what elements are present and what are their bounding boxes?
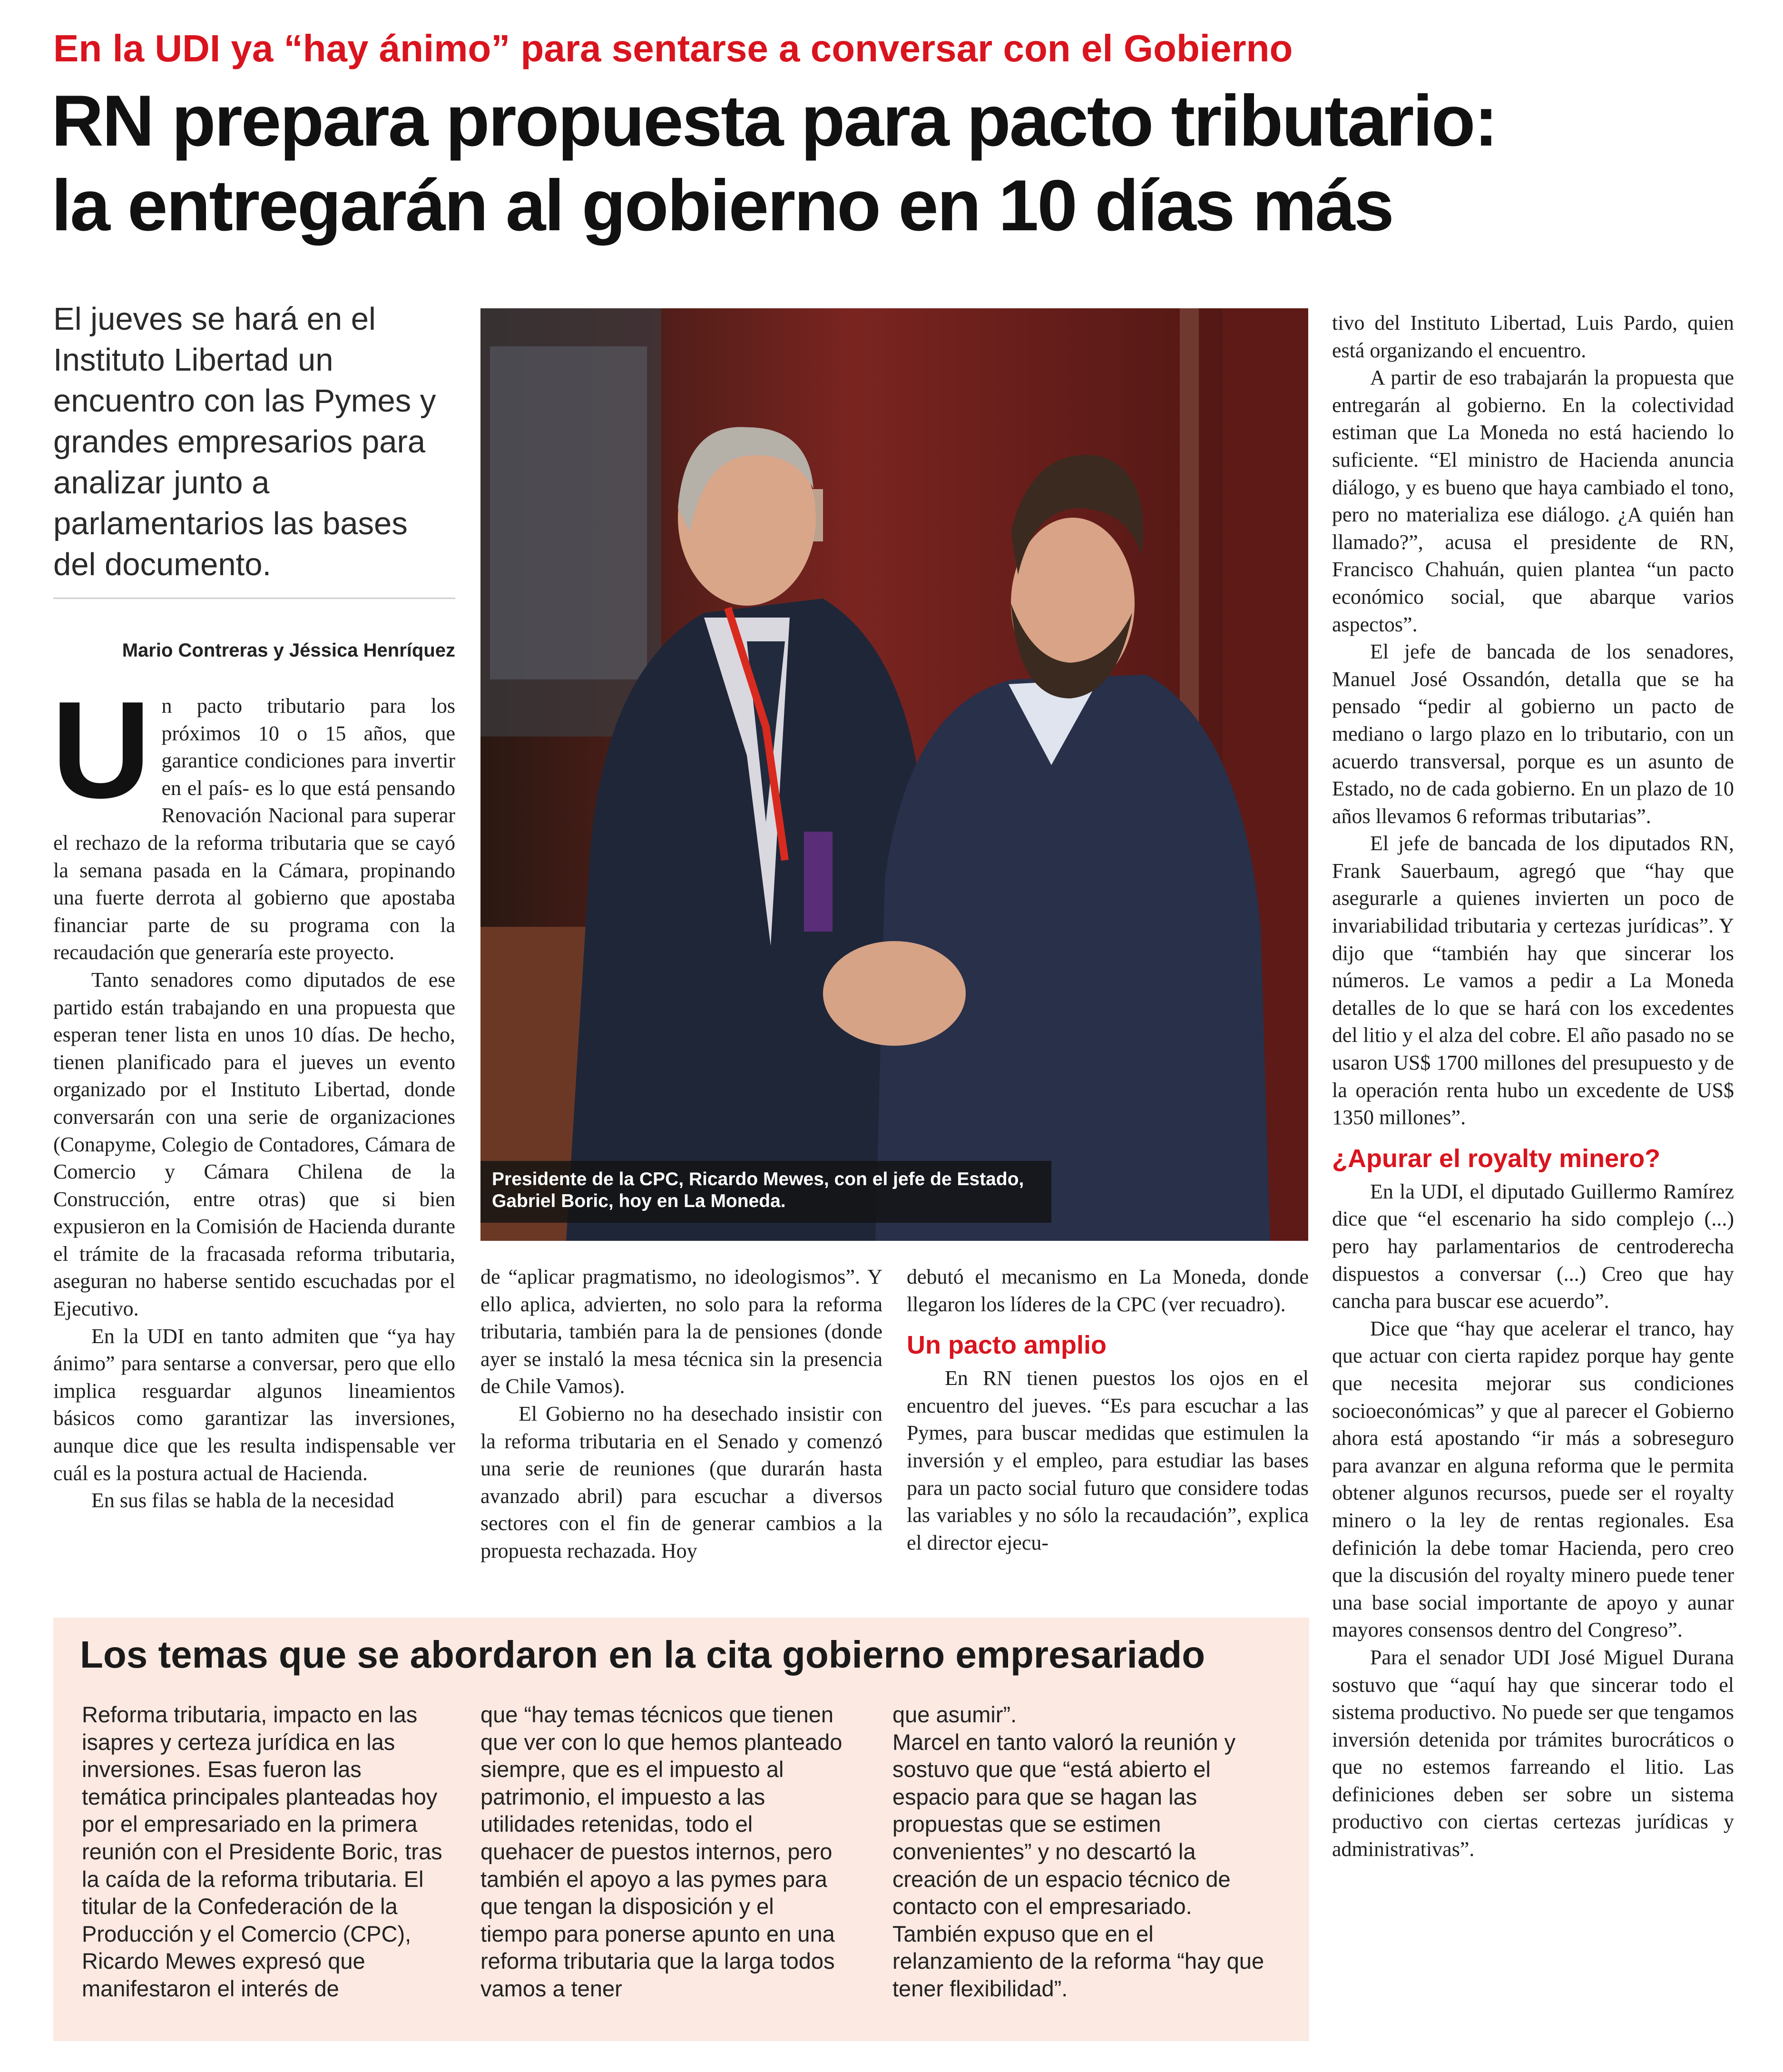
sidebar-box-title: Los temas que se abordaron en la cita gobierno empresariado	[80, 1633, 1205, 1676]
kicker: En la UDI ya “hay ánimo” para sentarse a conversar con el Gobierno	[53, 27, 1293, 69]
article-column-3	[907, 1263, 1309, 1556]
photo-caption: Presidente de la CPC, Ricardo Mewes, con el jefe de Estado, Gabriel Boric, hoy en La Moneda.	[480, 1161, 1051, 1223]
paragraph: El jefe de bancada de los senadores, Manuel José Ossandón, detalla que se ha pensado “pedir al gobierno un pacto de mediano o largo plazo en lo tributario, con un acuerdo transversal, porque es un asunto de Estado, no de cada gobierno. En un plazo de 10 años llevamos 6 reformas tributarias”.	[1332, 640, 1734, 828]
lead-paragraph	[51, 673, 455, 966]
sidebar-box-column-1: Reforma tributaria, impacto en las isapres y certeza jurídica en las inversiones. Esas fueron las temática principales planteadas hoy por el empresariado en la primera reunión con el Presidente Boric, tras la caída de la reforma tributaria. El titular de la Confederación de la Producción y el Comercio (CPC), Ricardo Mewes expresó que manifestaron el interés de	[82, 1702, 442, 2001]
article-column-4	[1332, 309, 1734, 1863]
sidebar-box-column-2: que “hay temas técnicos que tienen que ver con lo que hemos planteado siempre, que es el impuesto al patrimonio, el impuesto a las utilidades retenidas, todo el quehacer de puestos internos, pero también el apoyo a las pymes para que tengan la disposición y el tiempo para ponerse apunto en una reforma tributaria que la larga todos vamos a tener	[480, 1702, 843, 2001]
article-column-2	[480, 1263, 882, 1565]
paragraph: A partir de eso trabajarán la propuesta que entregarán al gobierno. En la colectividad estiman que La Moneda no está haciendo lo suficiente. “El ministro de Hacienda anuncia diálogo, y es bueno que haya cambiado el tono, pero no materializa ese diálogo. ¿A quién han llamado?”, acusa el presidente de RN, Francisco Chahuán, quien plantea “un pacto económico social, que abarque varios aspectos”.	[1332, 366, 1734, 636]
news-photo	[480, 308, 1308, 1241]
sidebar-box-column-3	[892, 1701, 1273, 2003]
paragraph: de “aplicar pragmatismo, no ideologismos”. Y ello aplica, advierten, no solo para la reforma tributaria, también para la de pensiones (donde ayer se instaló la mesa técnica sin la presencia de Chile Vamos).	[480, 1265, 882, 1398]
paragraph: En la UDI en tanto admiten que “ya hay ánimo” para sentarse a conversar, pero que ello implica resguardar algunos lineamientos básicos como garantizar las inversiones, aunque dice que les resulta indispensable ver cuál es la postura actual de Hacienda.	[53, 1324, 455, 1485]
paragraph: En sus filas se habla de la necesidad	[91, 1489, 394, 1512]
paragraph: Tanto senadores como diputados de ese partido están trabajando en una propuesta que esperan tener lista en unos 10 días. De hecho, tienen planificado para el jueves un evento organizado por el Instituto Libertad, donde conversarán con una serie de organizaciones (Conapyme, Colegio de Contadores, Cámara de Comercio y Cámara Chilena de la Construcción, entre otras) que si bien expusieron en la Comisión de Hacienda durante el trámite de la fracasada reforma tributaria, aseguran no haberse sentido escuchadas por el Ejecutivo.	[53, 968, 455, 1321]
headline-line-1: RN prepara propuesta para pacto tributario:	[51, 80, 1497, 161]
subheading: ¿Apurar el royalty minero?	[1332, 1144, 1661, 1173]
paragraph: El Gobierno no ha desechado insistir con la reforma tributaria en el Senado y comenzó una serie de reuniones (que durarán hasta avanzado abril) para escuchar a diversos sectores con el fin de generar cambios a la propuesta rechazada. Hoy	[480, 1402, 882, 1562]
sidebar-box-paragraph: Marcel en tanto valoró la reunión y sostuvo que que “está abierto el espacio para que se hagan las propuestas que se estimen convenientes” y no descartó la creación de un espacio técnico de contacto con el empresariado. También expuso que en el relanzamiento de la reforma “hay que tener flexibilidad”.	[892, 1729, 1264, 2001]
article-column-1	[51, 673, 455, 1514]
headline-line-2: la entregarán al gobierno en 10 días más	[51, 165, 1393, 246]
headline	[51, 79, 1745, 248]
byline: Mario Contreras y Jéssica Henríquez	[122, 640, 455, 661]
deck-divider	[53, 598, 455, 599]
paragraph: Para el senador UDI José Miguel Durana sostuvo que “aquí hay que sincerar todo el sistema productivo. No puede ser que tengamos inversión detenida por trámites burocráticos o que no estemos farreando el litio. Las definiciones deben ser sobre un sistema productivo con ciertas certezas jurídicas y administrativas”.	[1332, 1645, 1734, 1861]
subheading: Un pacto amplio	[907, 1331, 1107, 1360]
paragraph: debutó el mecanismo en La Moneda, donde llegaron los líderes de la CPC (ver recuadro).	[907, 1265, 1309, 1316]
paragraph: Dice que “hay que acelerar el tranco, hay que actuar con cierta rapidez porque hay gente que necesita mejorar sus condiciones socioeconómicas” y que al parecer el Gobierno ahora está apostando “ir más a sobreseguro para avanzar en alguna reforma que le permita obtener algunos recursos, puede ser el royalty minero o la ley de rentas regionales. Esa definición la debe tomar Hacienda, pero creo que la discusión del royalty minero puede tener una base social importante de apoyo y aunar mayores consensos dentro del Congreso”.	[1332, 1316, 1734, 1642]
paragraph: En la UDI, el diputado Guillermo Ramírez dice que “el escenario ha sido complejo (...) pero hay parlamentarios de centroderecha dispuestos a conversar (...) Creo que hay cancha para buscar ese acuerdo”.	[1332, 1179, 1734, 1313]
sidebar-box-paragraph: que asumir”.	[892, 1702, 1017, 1727]
photo-illustration	[480, 308, 1308, 1241]
paragraph: El jefe de bancada de los diputados RN, Frank Sauerbaum, agregó que “hay que asegurarle a quienes invierten un poco de invariabilidad tributaria y certezas jurídicas”. Y dijo que “también hay que sincerar los números. Le vamos a pedir a La Moneda detalles de lo que se hará con los excedentes del litio y el alza del cobre. El año pasado no se usaron US$ 1700 millones del presupuesto y de la operación renta hubo un excedente de US$ 1350 millones”.	[1332, 832, 1734, 1129]
paragraph: En RN tienen puestos los ojos en el encuentro del jueves. “Es para escuchar a las Pymes, para buscar medidas que estimulen la inversión y el empleo, para estudiar las bases para un pacto social futuro que considere todas las variables y no sólo la recaudación”, explica el director ejecu-	[907, 1366, 1309, 1554]
lead-text: n pacto tributario para los próximos 10 o 15 años, que garantice condiciones para invertir en el país- es lo que está pensando Renovación Nacional para superar el rechazo de la reforma tributaria que se cayó la semana pasada en la Cámara, propinando una fuerte derrota al gobierno que apostaba financiar parte de su programa con la recaudación que generaría este proyecto.	[53, 694, 455, 964]
deck: El jueves se hará en el Instituto Libertad un encuentro con las Pymes y grandes empresarios para analizar junto a parlamentarios las bases del documento.	[53, 301, 436, 582]
paragraph: tivo del Instituto Libertad, Luis Pardo, quien está organizando el encuentro.	[1332, 311, 1734, 362]
drop-cap: U	[51, 673, 151, 827]
